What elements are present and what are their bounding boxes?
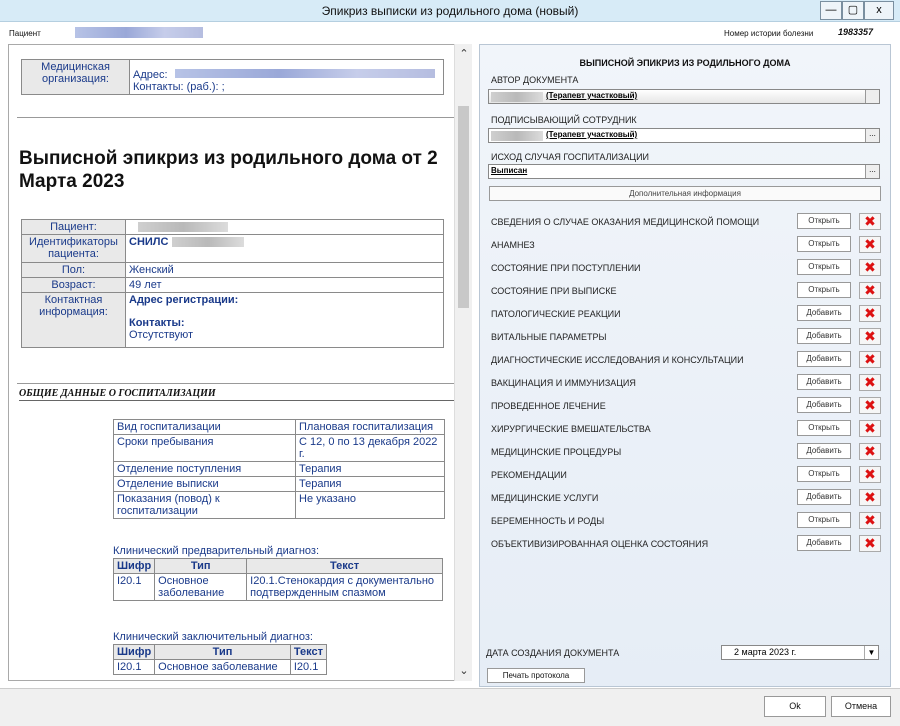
document-heading: Выписной эпикриз из родильного дома от 2 Марта 2023: [19, 148, 438, 192]
maximize-button[interactable]: ▢: [842, 1, 864, 20]
section-action-button[interactable]: Добавить: [797, 328, 851, 344]
general-key: Вид госпитализации: [114, 420, 296, 435]
scroll-down-icon[interactable]: ⌄: [459, 665, 469, 677]
cancel-button[interactable]: Отмена: [831, 696, 891, 717]
section-label: БЕРЕМЕННОСТЬ И РОДЫ: [491, 516, 605, 526]
close-button[interactable]: x: [864, 1, 894, 20]
outcome-field[interactable]: [488, 164, 880, 179]
author-dots-button[interactable]: [865, 90, 879, 103]
minimize-button[interactable]: —: [820, 1, 842, 20]
age-label: Возраст:: [22, 278, 126, 293]
section-label: МЕДИЦИНСКИЕ ПРОЦЕДУРЫ: [491, 447, 622, 457]
general-value: Плановая госпитализация: [296, 420, 445, 435]
scroll-up-icon[interactable]: ⌃: [459, 48, 469, 60]
address-label: Адрес:: [133, 69, 168, 81]
final-diagnosis-table: [113, 644, 327, 675]
section-label: АНАМНЕЗ: [491, 240, 535, 250]
sex-value: Женский: [126, 263, 444, 278]
section-label: ОБЪЕКТИВИЗИРОВАННАЯ ОЦЕНКА СОСТОЯНИЯ: [491, 539, 709, 549]
outcome-label: ИСХОД СЛУЧАЯ ГОСПИТАЛИЗАЦИИ: [491, 152, 650, 162]
delete-icon[interactable]: ✖: [859, 305, 881, 322]
signer-label: ПОДПИСЫВАЮЩИЙ СОТРУДНИК: [491, 115, 637, 125]
scroll-thumb[interactable]: [458, 106, 469, 308]
general-row: [114, 435, 445, 462]
age-value: 49 лет: [126, 278, 444, 293]
final-header-code: Шифр: [114, 645, 155, 660]
section-row: [491, 305, 887, 323]
delete-icon[interactable]: ✖: [859, 443, 881, 460]
section-row: [491, 328, 887, 346]
prelim-type: Основное заболевание: [155, 574, 247, 601]
section-row: [491, 535, 887, 553]
general-key: Отделение выписки: [114, 477, 296, 492]
section-action-button[interactable]: Добавить: [797, 397, 851, 413]
section-action-button[interactable]: Добавить: [797, 443, 851, 459]
general-key: Отделение поступления: [114, 462, 296, 477]
history-label: Номер истории болезни: [724, 29, 814, 38]
delete-icon[interactable]: ✖: [859, 466, 881, 483]
delete-icon[interactable]: ✖: [859, 236, 881, 253]
general-value: Терапия: [296, 462, 445, 477]
sex-label: Пол:: [22, 263, 126, 278]
general-row: [114, 477, 445, 492]
address-redacted: [175, 69, 435, 78]
section-action-button[interactable]: Открыть: [797, 466, 851, 482]
prelim-header-code: Шифр: [114, 559, 155, 574]
patient-bar: [0, 22, 900, 44]
section-action-button[interactable]: Открыть: [797, 282, 851, 298]
divider-2: [17, 383, 457, 384]
final-code: I20.1: [114, 660, 155, 675]
extra-info-button[interactable]: Дополнительная информация: [489, 186, 881, 201]
ids-label: Идентификаторы пациента:: [22, 235, 126, 263]
section-row: [491, 213, 887, 231]
org-label: Медицинская организация:: [22, 60, 130, 95]
general-header: ОБЩИЕ ДАННЫЕ О ГОСПИТАЛИЗАЦИИ: [19, 388, 216, 399]
section-row: [491, 489, 887, 507]
outcome-value: Выписан: [491, 166, 528, 175]
org-table: [21, 59, 444, 95]
section-action-button[interactable]: Открыть: [797, 259, 851, 275]
window-title: Эпикриз выписки из родильного дома (новый): [321, 4, 579, 18]
patient-label-cell: Пациент:: [22, 220, 126, 235]
section-label: СВЕДЕНИЯ О СЛУЧАЕ ОКАЗАНИЯ МЕДИЦИНСКОЙ ПОМОЩИ: [491, 217, 760, 227]
section-row: [491, 466, 887, 484]
final-type: Основное заболевание: [155, 660, 291, 675]
final-title: Клинический заключительный диагноз:: [113, 631, 313, 643]
delete-icon[interactable]: ✖: [859, 535, 881, 552]
document-preview[interactable]: [8, 44, 466, 681]
divider: [17, 117, 457, 118]
author-value: (Терапевт участковый): [546, 91, 638, 100]
history-number: 1983357: [838, 27, 874, 37]
prelim-text: I20.1.Стенокардия с документально подтвержденным спазмом: [247, 574, 443, 601]
footer: [0, 688, 900, 726]
vertical-scrollbar[interactable]: [454, 44, 472, 681]
section-row: [491, 236, 887, 254]
section-row: [491, 282, 887, 300]
delete-icon[interactable]: ✖: [859, 328, 881, 345]
prelim-header-text: Текст: [247, 559, 443, 574]
general-key: Показания (повод) к госпитализации: [114, 492, 296, 519]
general-value: Терапия: [296, 477, 445, 492]
section-label: РЕКОМЕНДАЦИИ: [491, 470, 567, 480]
section-action-button[interactable]: Открыть: [797, 512, 851, 528]
snils-label: СНИЛС: [129, 236, 169, 248]
delete-icon[interactable]: ✖: [859, 351, 881, 368]
delete-icon[interactable]: ✖: [859, 397, 881, 414]
signer-dots-button[interactable]: ...: [865, 129, 879, 142]
signer-value: (Терапевт участковый): [546, 130, 638, 139]
general-row: [114, 492, 445, 519]
section-label: СОСТОЯНИЕ ПРИ ПОСТУПЛЕНИИ: [491, 263, 641, 273]
final-header-type: Тип: [155, 645, 291, 660]
general-row: [114, 462, 445, 477]
section-row: [491, 351, 887, 369]
general-row: [114, 420, 445, 435]
contacts-label: Контакты: (раб.): ;: [133, 81, 225, 93]
section-action-button[interactable]: Открыть: [797, 236, 851, 252]
section-action-button[interactable]: Открыть: [797, 420, 851, 436]
general-value: С 12, 0 по 13 декабря 2022 г.: [296, 435, 445, 462]
prelim-header-type: Тип: [155, 559, 247, 574]
section-action-button[interactable]: Добавить: [797, 489, 851, 505]
delete-icon[interactable]: ✖: [859, 512, 881, 529]
epicrisis-panel: [479, 44, 891, 687]
section-action-button[interactable]: Открыть: [797, 213, 851, 229]
section-row: [491, 374, 887, 392]
contacts-label-2: Контакты:: [129, 317, 185, 329]
signer-field[interactable]: [488, 128, 880, 143]
snils-redacted: [172, 237, 244, 247]
general-key: Сроки пребывания: [114, 435, 296, 462]
section-label: МЕДИЦИНСКИЕ УСЛУГИ: [491, 493, 599, 503]
author-label: АВТОР ДОКУМЕНТА: [491, 75, 579, 85]
patient-label: Пациент: [9, 29, 41, 38]
section-action-button[interactable]: Добавить: [797, 535, 851, 551]
delete-icon[interactable]: ✖: [859, 374, 881, 391]
date-picker[interactable]: [721, 645, 879, 660]
final-text: I20.1: [290, 660, 326, 675]
ok-button[interactable]: Ok: [764, 696, 826, 717]
outcome-dots-button[interactable]: ...: [865, 165, 879, 178]
section-label: ПАТОЛОГИЧЕСКИЕ РЕАКЦИИ: [491, 309, 621, 319]
patient-table: [21, 219, 444, 348]
delete-icon[interactable]: ✖: [859, 489, 881, 506]
author-name-redacted: [491, 92, 543, 102]
prelim-code: I20.1: [114, 574, 155, 601]
section-row: [491, 397, 887, 415]
print-protocol-button[interactable]: Печать протокола: [487, 668, 585, 683]
prelim-title: Клинический предварительный диагноз:: [113, 545, 320, 557]
section-label: ДИАГНОСТИЧЕСКИЕ ИССЛЕДОВАНИЯ И КОНСУЛЬТАЦИИ: [491, 355, 744, 365]
chevron-down-icon[interactable]: ▼: [864, 646, 878, 659]
reg-address-label: Адрес регистрации:: [129, 294, 239, 306]
title-bar: [0, 0, 900, 22]
delete-icon[interactable]: ✖: [859, 420, 881, 437]
patient-value-redacted: [138, 222, 228, 232]
date-label: ДАТА СОЗДАНИЯ ДОКУМЕНТА: [486, 648, 620, 658]
section-label: ХИРУРГИЧЕСКИЕ ВМЕШАТЕЛЬСТВА: [491, 424, 651, 434]
prelim-diagnosis-table: [113, 558, 443, 601]
contacts-absent: Отсутствуют: [129, 329, 194, 341]
contact-label: Контактная информация:: [22, 293, 126, 348]
section-label: ВАКЦИНАЦИЯ И ИММУНИЗАЦИЯ: [491, 378, 636, 388]
section-row: [491, 443, 887, 461]
section-row: [491, 420, 887, 438]
section-action-button[interactable]: Добавить: [797, 305, 851, 321]
divider-3: [19, 400, 457, 401]
section-row: [491, 259, 887, 277]
section-label: СОСТОЯНИЕ ПРИ ВЫПИСКЕ: [491, 286, 617, 296]
delete-icon[interactable]: ✖: [859, 259, 881, 276]
panel-title: ВЫПИСНОЙ ЭПИКРИЗ ИЗ РОДИЛЬНОГО ДОМА: [579, 58, 791, 68]
date-value: 2 марта 2023 г.: [734, 647, 797, 657]
section-action-button[interactable]: Добавить: [797, 351, 851, 367]
author-field[interactable]: [488, 89, 880, 104]
section-label: ВИТАЛЬНЫЕ ПАРАМЕТРЫ: [491, 332, 607, 342]
final-header-text: Текст: [290, 645, 326, 660]
section-action-button[interactable]: Добавить: [797, 374, 851, 390]
patient-name-redacted: [75, 27, 203, 38]
section-label: ПРОВЕДЕННОЕ ЛЕЧЕНИЕ: [491, 401, 606, 411]
signer-name-redacted: [491, 131, 543, 141]
delete-icon[interactable]: ✖: [859, 213, 881, 230]
general-table: [113, 419, 445, 519]
general-value: Не указано: [296, 492, 445, 519]
section-row: [491, 512, 887, 530]
delete-icon[interactable]: ✖: [859, 282, 881, 299]
